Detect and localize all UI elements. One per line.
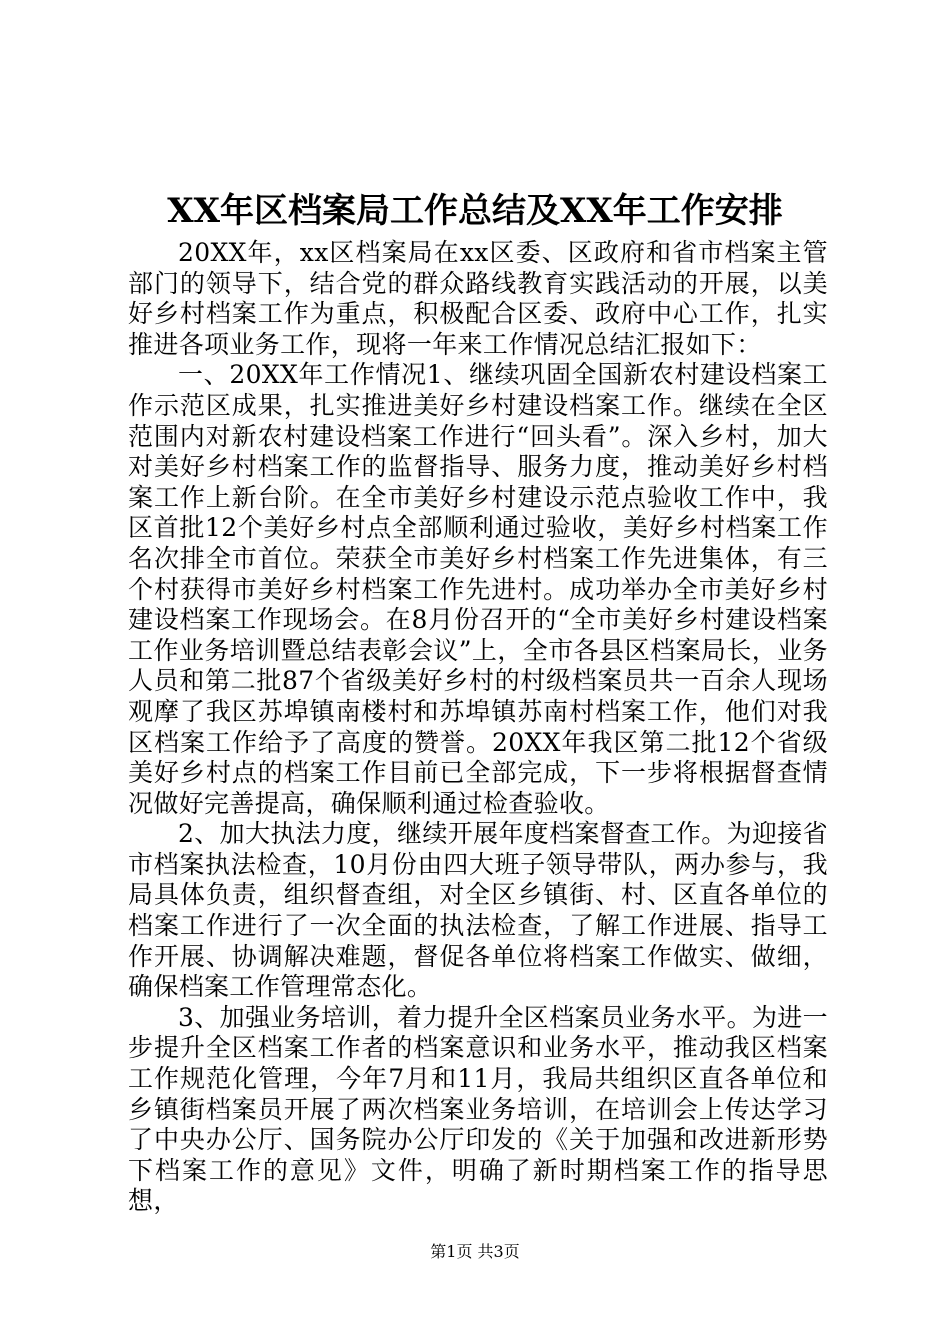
paragraph-section-one: 一、20XX年工作情况1、继续巩固全国新农村建设档案工作示范区成果，扎实推进美好乡村建设档案工作。继续在全区范围内对新农村建设档案工作进行“回头看”。深入乡村，加大对美好乡村档案工作的监督指导、服务力度，推动美好乡村档案工作上新台阶。在全市美好乡村建设示范点验收工作中，我区首批12个美好乡村点全部顺利通过验收，美好乡村档案工作名次排全市首位。荣获全市美好乡村档案工作先进集体，有三个村获得市美好乡村档案工作先进村。成功举办全市美好乡村建设档案工作现场会。在8月份召开的“全市美好乡村建设档案工作业务培训暨总结表彰会议”上，全市各县区档案局长，业务人员和第二批87个省级美好乡村的村级档案员共一百余人现场观摩了我区苏埠镇南楼村和苏埠镇苏南村档案工作，他们对我区档案工作给予了高度的赞誉。20XX年我区第二批12个省级美好乡村点的档案工作目前已全部完成，下一步将根据督查情况做好完善提高，确保顺利通过检查验收。 [128,360,828,818]
paragraph-item-three: 3、加强业务培训，着力提升全区档案员业务水平。为进一步提升全区档案工作者的档案意识和业务水平，推动我区档案工作规范化管理，今年7月和11月，我局共组织区直各单位和乡镇街档案员开展了两次档案业务培训，在培训会上传达学习了中央办公厅、国务院办公厅印发的《关于加强和改进新形势下档案工作的意见》文件，明确了新时期档案工作的指导思想， [128,1002,829,1216]
document-title: XX年区档案局工作总结及XX年工作安排 [167,191,783,231]
paragraph-intro: 20XX年，xx区档案局在xx区委、区政府和省市档案主管部门的领导下，结合党的群众路线教育实践活动的开展，以美好乡村档案工作为重点，积极配合区委、政府中心工作，扎实推进各项业务工作，现将一年来工作情况总结汇报如下： [128,238,828,359]
paragraph-item-two: 2、加大执法力度，继续开展年度档案督查工作。为迎接省市档案执法检查，10月份由四大班子领导带队，两办参与，我局具体负责，组织督查组，对全区乡镇街、村、区直各单位的档案工作进行了一次全面的执法检查，了解工作进展、指导工作开展、协调解决难题，督促各单位将档案工作做实、做细，确保档案工作管理常态化。 [128,819,829,1002]
page-number-footer: 第1页 共3页 [430,1242,520,1261]
document-body [128,238,828,1217]
